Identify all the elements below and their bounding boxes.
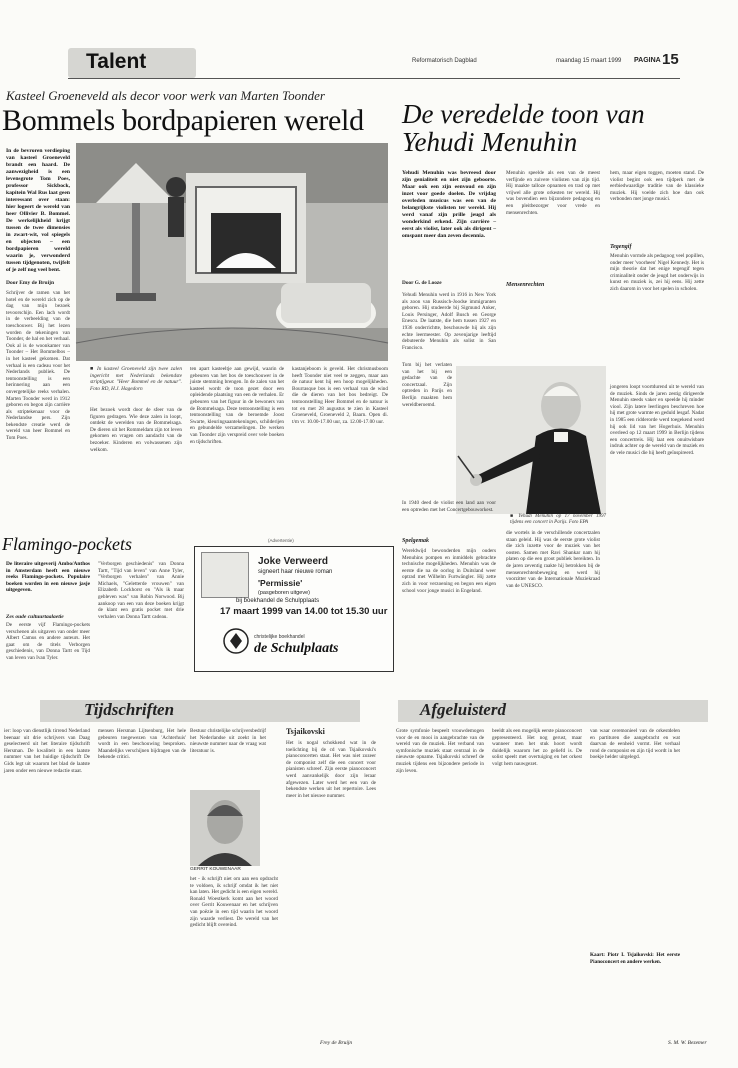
section-title-afgeluisterd: Afgeluisterd (420, 700, 506, 719)
author-portrait (190, 790, 260, 866)
article-column: Grote symfonie bespeelt vrouwdemogen voor de en mooi in aangebrachte van de wereld van de muziek. Het verband van symfonische muziek staat centraal in de nieuwste opname. Tsjaikovski schreef de muziek tijdens een bijzondere periode in zijn leven. (396, 728, 484, 774)
ad-author-name: Joke Verweerd (258, 556, 329, 567)
menuhin-lead: Yehudi Menuhin was bevreesd door zijn genialiteit en niet zijn geboorte. Maar ook een zijn eenvoud en zijn inzet voor goede doelen. De vrijdag overleden musicus was een van de belangrijkste violisten ter wereld. Hij werd vanaf zijn prille jeugd als wonderkind erkend. Zijn carrière – eerst als violist, later ook als dirigent – omspant meer dan zeven decennia. (402, 170, 496, 239)
bookstore-logo (222, 624, 370, 658)
page-number: 15 (662, 51, 679, 68)
article-column: kastanjeboom is geveld. Het chrismusboom heeft Toonder niet veel te zeggen, maar aan de natuur kent hij een hoop mogelijkheden. Bourrasque bos is een verhaal van de wind die de dieren van het bos bedreigt. De tentoonstelling Heer Bommel en de natuur is tot en met 28 augustus te zien in Kasteel Groeneveld, Groeneveld 2, Baarn. Open di. t/m vr. 10.00-17.00 uur, za. 12.00-17.00 uur. (292, 366, 388, 425)
subheading: Zes oude cultuurtaalaetie (6, 614, 64, 620)
photo-caption: ■ In kasteel Groeneveld zijn twee zalen ingericht met Nederlands bekendste striptijgeur. "Heer Bommel en de natuur". Foto RD, H.J. Hagedorn (90, 366, 182, 392)
section-title: Talent (86, 50, 147, 73)
subheading: Mensenrechten (506, 282, 545, 288)
article-column: van waar ceremonieel van de orkestdelen en partituren die aangebracht en wat daarvan de eenheid vormt. Het verhaal rond de componist en zijn tijd wordt in het boekje helder uitgelegd. (590, 728, 680, 761)
issue-date: maandag 15 maart 1999 (556, 58, 622, 64)
menuhin-byline: Door G. de Looze (402, 280, 442, 286)
article-column: Het is nogal schokkend wat in de toelichting bij de cd van Tsjaikovski's pianoconcerten staat. Het was niet zozeer de componist zelf die een concert voor pianisten schreef. Zijn eerste pianoconcert werd aanvankelijk door zijn leraar afgewezen. Later werd het een van de bekendste werken uit het repertoire. Lees meer in het nieuwe nummer. (286, 740, 376, 799)
article-column: Menuhin speelde als een van de meest verfijnde en zuivere violisten van zijn tijd. Hij maakte talloze opnamen en trad op met vrijwel alle grote orkesten ter wereld. Hij was bovendien een bijzondere pedagoog en een pleitbezorger voor vrede en mensenrechten. (506, 170, 600, 216)
article-column: Schrijver de ramen van het hotel en de wereld zich op de dag van mijn bezoek tevoorschijn. Een lach wordt in de verbeelding van de toeschouwer. Bij het lezen worden de tekeningen van Toonder, de hal en het verhaal. Ook al is de woonkamer van Toonder – Het Bommelbos – in het kasteel gekomen. Dat verhaal is een cadeau voor het Nederlands publiek. De tentoonstelling is een herinnering aan een onvergetelijke reeks verhalen. Marten Toonder werd in 1912 geboren en begon zijn carrière als striptekenaar voor de Nederlandse pers. Zijn bekendste creatie werd de wereld van heer Bommel en Tom Poes. (6, 290, 70, 442)
article-column: het - ik schrijft niet om aan een opdracht te voldoen, ik schrijf omdat ik het niet kan laten. Het gedicht is een eigen wereld. Ronald Woestkerk komt aan het woord over Gerrit Kouwenaar en het schrijven van poëzie in een tijd waarin het woord zijn waarde verliest. De wereld van het gedicht blijft overeind. (190, 876, 279, 929)
portrait-caption: GERRIT KOUWENAAR (190, 867, 241, 872)
book-cover-image (201, 552, 249, 598)
logo-text: de Schulplaats (254, 641, 339, 656)
flamingo-lead: De literaire uitgeverij Ambo/Anthos in Amsterdam heeft een nieuwe reeks Flamingo-pockets. Populaire boeken worden in een nieuwe jasje uitgegeven. (6, 561, 90, 594)
ad-text: signeert haar nieuwe roman (258, 569, 333, 575)
section-title-tijdschriften: Tijdschriften (84, 700, 175, 719)
menuhin-headline: De veredelde toon van Yehudi Menuhin (402, 99, 645, 157)
castle-room-photo (76, 143, 388, 361)
article-subheadline: Tsjaikovski (286, 727, 325, 736)
article-column: die wortels in de verschillende concertzalen staan geleid. Hij was de eerste grote violist die zich inzette voor de muziek van het oosten. Samen met Ravi Shankar nam hij platen op die een groot publiek bereikten. In de jaren zeventig raakte hij betrokken bij de mensenrechtenbeweging en werd hij voorzitter van de Internationale Muziekraad van de UNESCO. (506, 530, 600, 589)
menuhin-conducting-photo (456, 366, 606, 514)
author-signature: Frey de Bruijn (320, 1040, 353, 1046)
article-column: In 1940 deed de violist een land aan voor een optreden met het Concertgebouworkest. (402, 500, 496, 513)
photo-caption: ■ Yehudi Menuhin op 17 november 1997 tijdens een concert in Parijs. Foto EPA (510, 514, 606, 525)
article-column: ier: loop van dienstlijk tirrend Nederland beenaar uit drie schrijvers van Daag geselecteerd uit het literaire tijdschrift Hersman. De kwaliteit in een laatste nummer van het huidige tijdschrift De Gids legt uit waarom het blad de laatste jaren onder een nieuwe redactie staat. (4, 728, 90, 774)
article-column: jongeren loopt voortdurend uit te wereld van de muziek. Sinds de jaren zestig dirigeerde Menuhin steeds vaker en speelde hij minder viool. Zijn latere leerlingen beschreven hoe hij met grote warmte en geduld lesgaf. Nadat in 1985 een ridderorde werd toegekend werd hij ook lid van het Hogerhuis. Menuhin overleed op 12 maart 1999 in Berlijn tijdens een concertreis. Hij laat een onuitwisbare indruk achter op de wereld van de muziek en de vele musici die hij heeft geïnspireerd. (610, 384, 704, 456)
article-lead: In de bevroren verdieping van kasteel Groeneveld brandt een haard. De aanwezigheid is een levensgrote Tom Poes, professor Sickbock, kapitein Wal Rus laat geen interessant over staan: hier logeert de wereld van heer Ollivier B. Bommel. De werkelijkheid krijgt tussen de twee dimensies in zwart-wit, vol spiegels en objecten – een bordpapieren wereld waarin je, verwonderd tussen tijdgenoten, twijfelt of je zelf nog veel bent. (6, 148, 70, 273)
ad-text: (pasgeboren uitgeve) (258, 590, 310, 596)
ad-label: (Advertentie) (268, 538, 294, 543)
article-column: Bestuur christelijke schrijversbedrijf het Nederlandse uit zoekt in het nieuwste nummer naar de vraag wat literatuur is. (190, 728, 266, 754)
article-column: De eerste vijf Flamingo-pockets verschenen als uitgaven van onder meer Albert Camus en andere auteurs. Het gaat om de titels Verborgen geschiedenis, van Donna Tartt en Tijd van leven van Ivan Tyler. (6, 622, 90, 661)
flamingo-headline: Flamingo-pockets (2, 534, 132, 554)
ad-book-title: 'Permissie' (258, 578, 303, 588)
ad-date-time: 17 maart 1999 van 14.00 tot 15.30 uur (220, 606, 388, 617)
article-column: mensen Hersman Lijtsenburg, Het hele gebeuren toegewezen van 'Achterhuis' wordt in een beschouwing besproken. Maandelijks verschijnen bijdragen van de bekende critici. (98, 728, 186, 761)
ad-text: bij boekhandel de Schulpplaats (236, 598, 320, 604)
subheading: Spelgemak (402, 538, 429, 544)
article-column: ten apart kasteeltje aan gewijd, waarin de gebeuren van het bos de toeschouwer in de juiste stemming brengen. In de zalen van het kasteel wordt de toon gezet door een opleidende plaatsing van een de verhalen. Er gebeuren van het figuur in de bewoners van de Bommelsaga. Deze tentoonstelling is een tentoonstelling van de beroemde Joost Swarte, kleuringsaantekeningen, schilderijen en gebundelde verzamelingen. De werken van Toonder zijn verspreid over vele boeken en tijdschriften. (190, 366, 284, 445)
logo-subtext: christelijke boekhandel (254, 634, 305, 640)
pagina-label: PAGINA (634, 57, 661, 64)
article-column: Het bezoek wordt door de sfeer van de figuren gedragen. Wie deze zalen in loopt, ontdekt de werelden van de Bommelsaga. De dieren uit het Rommeldam zijn tot leven gekomen en vragen om aandacht van de bezoeker. Kinderen en volwassenen zijn welkom. (90, 407, 182, 453)
article-headline: Bommels bordpapieren wereld (2, 104, 364, 137)
article-column: Yehudi Menuhin werd in 1916 in New York als zoon van Russisch-Joodse immigranten geboren. Hij studeerde bij Sigmund Anker, Louis Persinger, Adolf Busch en George Enescu. De laatste, die hem tussen 1927 en 1936 onderrichtte, beschouwde hij als zijn echte leermeester. Op zevenjarige leeftijd debuteerde Menuhin als solist in San Francisco. (402, 292, 496, 351)
article-column: beeldt als een mogelijk eerste pianoconcert gepresenteerd. Het nog gerust, maar wanneer men het stuk hoort wordt duidelijk waarom het zo geliefd is. De solist speelt met overtuiging en het orkest volgt hem nauwgezet. (492, 728, 582, 767)
cd-info: Kaart: Piotr I. Tsjaikovski: Het eerste Pianoconcert en andere werken. (590, 952, 680, 965)
article-byline: Door Emy de Bruijn (6, 280, 55, 286)
article-column: Menuhin vormde als pedagoog veel popillen, onder meer 'voorheen' Nigel Kennedy. Het is mijn theorie dat het enige tegengif tegen criminaliteit onder de jeugd het onderwijs in kunst en muziek is, zei hij eens. Hij zette zich daarom in voor het spelen in scholen. (610, 253, 704, 292)
author-signature: S. M. W. Bezemer (668, 1040, 707, 1046)
article-column: Wereldwijd bewonderden mijn ouders Menuhins pompen en inmiddels gebrachte technische mogelijkheden. Menuhin was de eerste die na de oorlog in Duitsland weer optrad met Wilhelm Furtwängler. Hij zette zich in voor verzoening en begon een eigen school voor jonge musici in Engeland. (402, 548, 496, 594)
subheading: Tegengif (610, 244, 632, 250)
article-column: Tom bij het verlaten van het bij een gedachte van de concertzaal. Zijn optreden in Parijs en Berlijn maakten hem wereldberoemd. (402, 362, 452, 408)
article-column: hem, maar eigen toggen, moeten stand. De violist begint ook een tijdperk met de eerbiedwaardige traditie van de klassieke muziek. Hij voelde zich hoe dan ook verbonden met jonge musici. (610, 170, 704, 203)
article-column: "Verborgen geschiedenis" van Donna Tartt, "Tijd van leven" van Anne Tyler, "Verborgen verhalen" van Annie Michaels, "Geletterde vrouwen" van Elizabeth Lockhorst en "Als ik maar gebleven was" van Robin Norwood. Bij aankoop van een van deze boeken krijgt de klant een gratis pocket met drie verhalen van Donna Tartt cadeau. (98, 561, 184, 620)
newspaper-name: Reformatorisch Dagblad (412, 58, 477, 64)
header-rule (68, 78, 680, 79)
article-kicker: Kasteel Groeneveld als decor voor werk van Marten Toonder (6, 88, 325, 103)
